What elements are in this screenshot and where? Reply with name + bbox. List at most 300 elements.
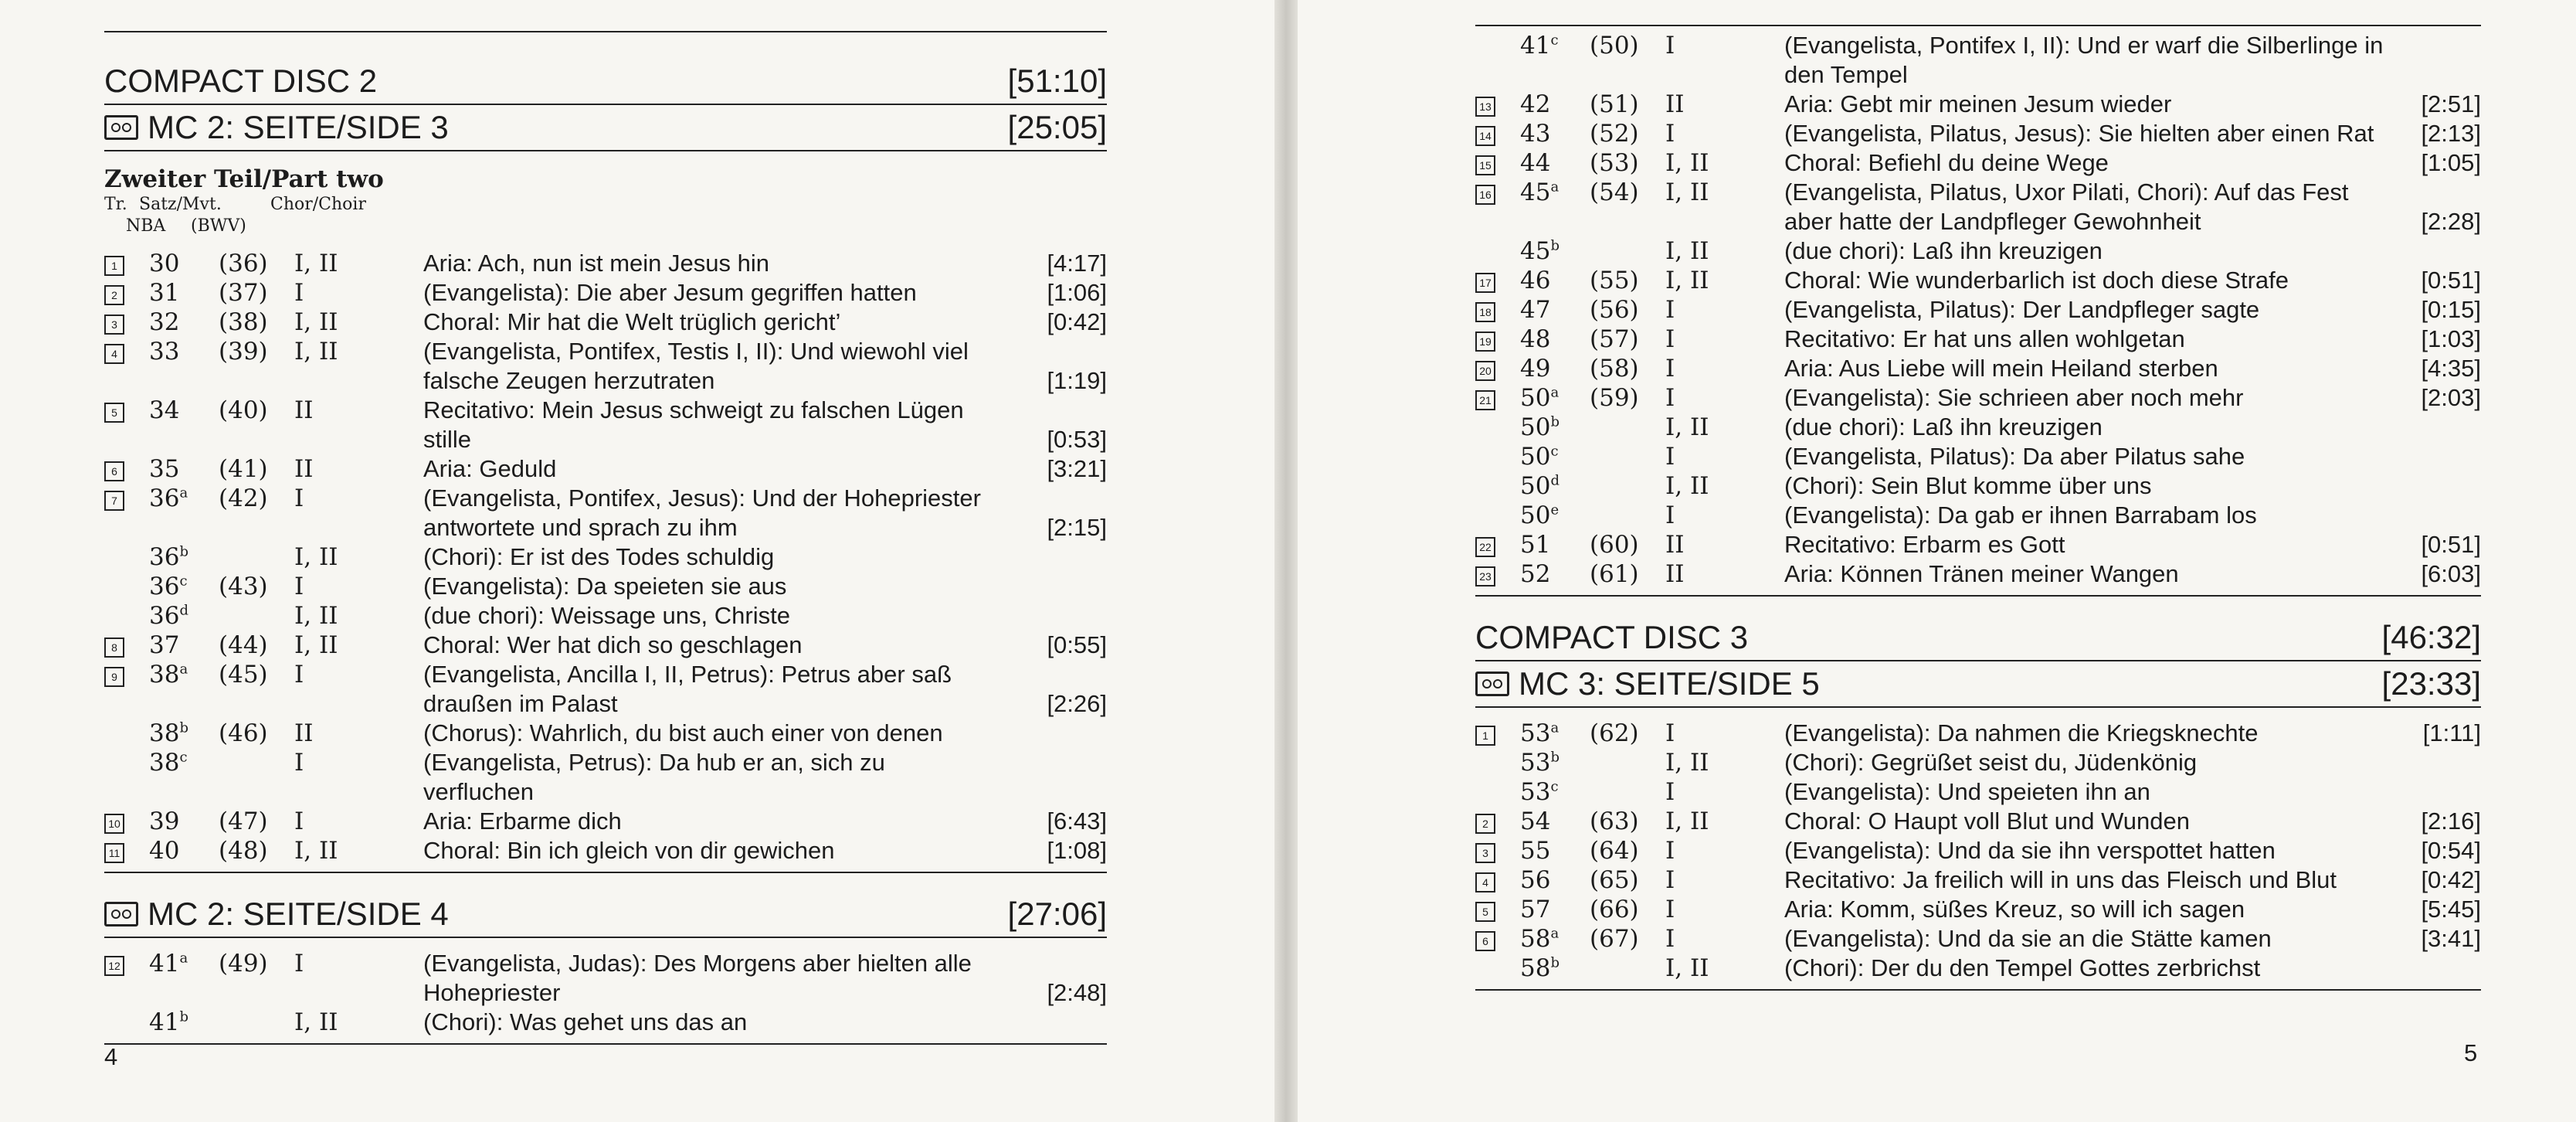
track-number (104, 249, 154, 278)
track-row (1475, 236, 2481, 266)
nba-number: 47 (1520, 296, 1551, 324)
choir-value: I (1665, 120, 1675, 148)
track-box-icon: 1 (104, 256, 124, 276)
nba-suffix: d (1550, 472, 1560, 489)
track-row (1475, 924, 2481, 954)
track-title: (Chorus): Wahrlich, du bist auch einer von denen (423, 719, 943, 746)
choir-value: I, II (1665, 178, 1709, 206)
track-title: (Evangelista): Da gab er ihnen Barrabam los (1784, 502, 2257, 529)
track-row (1475, 383, 2481, 413)
track-row (104, 748, 1107, 807)
track-row (1475, 559, 2481, 589)
nba-number: 40 (149, 837, 180, 865)
choir-value: I (1665, 925, 1675, 953)
track-number (1475, 719, 1525, 748)
track-title: (Evangelista, Judas): Des Morgens aber hielten alle Hohepriester (423, 950, 972, 1006)
cassette-icon (1475, 672, 1509, 696)
track-number (1475, 807, 1525, 836)
track-box-icon: 6 (1475, 931, 1495, 951)
track-row (1475, 719, 2481, 748)
nba-number: 49 (1520, 355, 1551, 382)
track-box-icon: 5 (104, 403, 124, 423)
track-title: (Evangelista, Pilatus): Der Landpfleger sagte (1784, 296, 2260, 323)
choir-value: I (294, 808, 304, 835)
track-time: [1:05] (2421, 149, 2481, 176)
track-row (104, 542, 1107, 572)
track-row (1475, 266, 2481, 295)
nba-number: 36$^a$ (149, 484, 188, 512)
track-title: Choral: Befiehl du deine Wege (1784, 149, 2109, 176)
nba-number: 31 (149, 279, 180, 307)
track-row (1475, 836, 2481, 865)
track-row (1475, 865, 2481, 895)
track-title: Recitativo: Ja freilich will in uns das Fleisch und Blut (1784, 866, 2337, 893)
track-time: [0:54] (2421, 837, 2481, 864)
side-time: [23:33] (2381, 665, 2481, 702)
nba-number: 58$^b$ (1520, 954, 1560, 982)
nba-suffix: b (1550, 954, 1560, 971)
track-title: (Evangelista, Pontifex, Testis I, II): Und wiewohl viel falsche Zeugen herzutraten (423, 338, 969, 394)
nba-number: 56 (1520, 866, 1551, 894)
side-time: [25:05] (1007, 109, 1107, 145)
track-time: [2:26] (1047, 690, 1107, 717)
nba-suffix: a (1550, 178, 1560, 196)
choir-value: I, II (294, 338, 338, 366)
page-number: 5 (2464, 1039, 2478, 1066)
nba-number: 41$^b$ (149, 1008, 188, 1036)
track-box-icon: 2 (104, 285, 124, 305)
bwv-number: (53) (1590, 149, 1639, 177)
track-title: (Evangelista, Ancilla I, II, Petrus): Petrus aber saß draußen im Palast (423, 661, 952, 717)
header-tr: Tr. (104, 195, 127, 214)
track-number (1475, 178, 1525, 207)
nba-number: 38$^c$ (149, 749, 188, 777)
book-gutter (1274, 0, 1298, 1122)
header-bwv: (BWV) (191, 216, 246, 236)
track-time: [3:41] (2421, 925, 2481, 952)
disc-title: COMPACT DISC 3 (1475, 619, 1749, 655)
track-list (104, 243, 1107, 873)
bwv-number: (67) (1590, 925, 1639, 953)
nba-suffix: b (1550, 749, 1560, 766)
track-title: (Evangelista): Sie schrieen aber noch mehr (1784, 384, 2244, 411)
track-time: [2:28] (2421, 208, 2481, 235)
choir-value: I (294, 573, 304, 600)
track-number (104, 631, 154, 660)
bwv-number: (57) (1590, 325, 1639, 353)
track-box-icon: 21 (1475, 390, 1495, 410)
disc-heading (104, 59, 1107, 105)
track-box-icon: 22 (1475, 537, 1495, 557)
track-title: (Evangelista): Da nahmen die Kriegsknechte (1784, 719, 2259, 746)
track-time: [0:15] (2421, 296, 2481, 323)
bwv-number: (49) (219, 950, 268, 978)
track-title: (Evangelista): Da speieten sie aus (423, 573, 787, 600)
choir-value: I, II (294, 631, 338, 659)
cassette-icon (104, 115, 138, 140)
disc-title: COMPACT DISC 2 (104, 63, 378, 99)
track-box-icon: 4 (1475, 872, 1495, 892)
choir-value: II (1665, 90, 1685, 118)
bwv-number: (47) (219, 808, 268, 835)
cassette-icon (104, 902, 138, 926)
part-title: Zweiter Teil/Part two (104, 165, 384, 193)
track-title: (Chori): Der du den Tempel Gottes zerbrichst (1784, 954, 2261, 981)
nba-number: 53$^b$ (1520, 749, 1560, 777)
track-row (1475, 748, 2481, 777)
choir-value: I (1665, 443, 1675, 471)
track-box-icon: 19 (1475, 332, 1495, 352)
side-title: MC 2: SEITE/SIDE 3 (148, 109, 449, 145)
track-number (104, 807, 154, 836)
track-title: Choral: O Haupt voll Blut und Wunden (1784, 808, 2191, 835)
choir-value: I (1665, 866, 1675, 894)
track-title: (Evangelista, Pilatus, Jesus): Sie hielten aber einen Rat (1784, 120, 2374, 147)
track-time: [2:15] (1047, 514, 1107, 541)
choir-value: I (1665, 355, 1675, 382)
track-number (1475, 295, 1525, 325)
nba-suffix: a (179, 661, 188, 678)
disc-time: [46:32] (2381, 619, 2481, 655)
track-row (1475, 148, 2481, 178)
track-title: (Chori): Sein Blut komme über uns (1784, 472, 2152, 499)
nba-number: 36$^d$ (149, 602, 188, 630)
track-time: [4:17] (1047, 250, 1107, 277)
bwv-number: (54) (1590, 178, 1639, 206)
track-box-icon: 20 (1475, 361, 1495, 381)
track-time: [1:03] (2421, 325, 2481, 352)
nba-number: 45$^b$ (1520, 237, 1560, 265)
track-number (1475, 90, 1525, 119)
bwv-number: (63) (1590, 808, 1639, 835)
nba-number: 50$^d$ (1520, 472, 1560, 500)
track-row (104, 572, 1107, 601)
track-title: (Evangelista): Die aber Jesum gegriffen hatten (423, 279, 917, 306)
track-title: (Chori): Er ist des Todes schuldig (423, 543, 775, 570)
nba-number: 45$^a$ (1520, 178, 1560, 206)
track-box-icon: 18 (1475, 302, 1495, 322)
track-title: Aria: Erbarme dich (423, 808, 622, 835)
nba-number: 50e (1520, 502, 1560, 529)
track-number (104, 278, 154, 308)
choir-value: I, II (294, 1008, 338, 1036)
bwv-number: (39) (219, 338, 268, 366)
nba-number: 57 (1520, 896, 1551, 923)
track-time: [5:45] (2421, 896, 2481, 923)
nba-number: 36$^c$ (149, 573, 188, 600)
nba-suffix: c (1550, 778, 1559, 795)
disc-heading (1475, 615, 2481, 661)
bwv-number: (37) (219, 279, 268, 307)
track-row (1475, 777, 2481, 807)
track-number (1475, 354, 1525, 383)
nba-number: 41$^a$ (149, 950, 188, 978)
track-box-icon: 23 (1475, 566, 1495, 586)
track-row (1475, 90, 2481, 119)
track-title: Recitativo: Er hat uns allen wohlgetan (1784, 325, 2185, 352)
track-row (104, 249, 1107, 278)
track-title: (Evangelista, Pilatus, Uxor Pilati, Chori): Auf das Fest aber hatte der Landpfleger Gewohnheit (1784, 178, 2349, 235)
nba-number: 34 (149, 396, 180, 424)
track-box-icon: 8 (104, 638, 124, 658)
track-time: [6:43] (1047, 808, 1107, 835)
track-box-icon: 2 (1475, 814, 1495, 834)
nba-number: 39 (149, 808, 180, 835)
nba-number: 33 (149, 338, 180, 366)
track-row (1475, 325, 2481, 354)
track-row (104, 601, 1107, 631)
track-row (1475, 895, 2481, 924)
column-headers (104, 193, 1107, 243)
track-row (104, 807, 1107, 836)
choir-value: I (1665, 896, 1675, 923)
nba-suffix: c (179, 573, 188, 590)
bwv-number: (50) (1590, 32, 1639, 60)
side-title: MC 3: SEITE/SIDE 5 (1519, 665, 1820, 702)
track-box-icon: 3 (104, 314, 124, 335)
side-heading (104, 892, 1107, 938)
bwv-number: (65) (1590, 866, 1639, 894)
nba-suffix: b (179, 719, 188, 736)
choir-value: I (1665, 719, 1675, 747)
left-page (0, 0, 1274, 1122)
nba-number: 54 (1520, 808, 1551, 835)
track-time: [0:42] (1047, 308, 1107, 335)
nba-number: 36$^b$ (149, 543, 188, 571)
nba-number: 42 (1520, 90, 1551, 118)
track-list (1475, 26, 2481, 597)
track-time: [0:53] (1047, 426, 1107, 453)
bwv-number: (48) (219, 837, 268, 865)
track-time: [2:03] (2421, 384, 2481, 411)
nba-number: 38$^a$ (149, 661, 188, 688)
nba-suffix: a (179, 484, 188, 502)
track-row (1475, 295, 2481, 325)
bwv-number: (40) (219, 396, 268, 424)
track-box-icon: 1 (1475, 726, 1495, 746)
choir-value: I, II (294, 602, 338, 630)
track-box-icon: 11 (104, 843, 124, 863)
track-number (1475, 383, 1525, 413)
nba-number: 51 (1520, 531, 1551, 559)
track-title: Aria: Komm, süßes Kreuz, so will ich sagen (1784, 896, 2245, 923)
nba-number: 55 (1520, 837, 1551, 865)
track-title: (Chori): Gegrüßet seist du, Jüdenkönig (1784, 749, 2198, 776)
track-box-icon: 14 (1475, 126, 1495, 146)
nba-suffix: c (1550, 443, 1559, 460)
choir-value: I, II (1665, 413, 1709, 441)
track-time: [6:03] (2421, 560, 2481, 587)
bwv-number: (36) (219, 250, 268, 277)
track-row (104, 337, 1107, 396)
track-list (104, 938, 1107, 1045)
track-row (1475, 442, 2481, 471)
track-number (1475, 865, 1525, 895)
track-time: [2:16] (2421, 808, 2481, 835)
nba-suffix: c (179, 749, 188, 766)
bwv-number: (66) (1590, 896, 1639, 923)
track-title: (Evangelista): Und speieten ihn an (1784, 778, 2150, 805)
bwv-number: (59) (1590, 384, 1639, 412)
track-number (1475, 836, 1525, 865)
nba-number: 44 (1520, 149, 1551, 177)
disc-time: [51:10] (1007, 63, 1107, 99)
track-title: (Evangelista): Und da sie an die Stätte kamen (1784, 925, 2272, 952)
track-number (1475, 266, 1525, 295)
track-number (104, 836, 154, 865)
choir-value: I, II (294, 308, 338, 336)
nba-number: 53$^c$ (1520, 778, 1559, 806)
track-box-icon: 7 (104, 491, 124, 511)
choir-value: I (1665, 384, 1675, 412)
track-box-icon: 16 (1475, 185, 1495, 205)
track-number (1475, 924, 1525, 954)
nba-number: 53$^a$ (1520, 719, 1560, 747)
track-row (1475, 954, 2481, 983)
track-time: [3:21] (1047, 455, 1107, 482)
track-number (104, 484, 154, 513)
track-title: Recitativo: Mein Jesus schweigt zu falschen Lügen stille (423, 396, 964, 453)
track-box-icon: 5 (1475, 902, 1495, 922)
nba-number: 41$^c$ (1520, 32, 1559, 60)
bwv-number: (58) (1590, 355, 1639, 382)
bwv-number: (61) (1590, 560, 1639, 588)
choir-value: I (1665, 296, 1675, 324)
choir-value: I (1665, 778, 1675, 806)
track-row (1475, 413, 2481, 442)
choir-value: II (294, 719, 314, 747)
nba-suffix: a (179, 950, 188, 967)
nba-number: 50$^c$ (1520, 443, 1559, 471)
track-title: Aria: Geduld (423, 455, 557, 482)
track-number (1475, 530, 1525, 559)
bwv-number: (55) (1590, 267, 1639, 294)
bwv-number: (38) (219, 308, 268, 336)
track-row (104, 1008, 1107, 1037)
nba-suffix: b (179, 543, 188, 560)
bwv-number: (62) (1590, 719, 1639, 747)
track-number (1475, 895, 1525, 924)
choir-value: I, II (294, 543, 338, 571)
track-box-icon: 17 (1475, 273, 1495, 293)
choir-value: I, II (294, 250, 338, 277)
nba-suffix: a (1550, 384, 1560, 401)
nba-number: 52 (1520, 560, 1551, 588)
choir-value: II (294, 455, 314, 483)
left-column (104, 31, 1107, 1045)
header-satz: Satz/Mvt. (139, 195, 222, 214)
track-row (104, 278, 1107, 308)
choir-value: I, II (1665, 749, 1709, 777)
track-title: Recitativo: Erbarm es Gott (1784, 531, 2065, 558)
track-row (1475, 471, 2481, 501)
track-title: Choral: Mir hat die Welt trüglich gericht’ (423, 308, 841, 335)
nba-number: 30 (149, 250, 180, 277)
track-row (104, 308, 1107, 337)
nba-suffix: a (1550, 719, 1560, 736)
track-title: (due chori): Laß ihn kreuzigen (1784, 413, 2103, 440)
right-page (1298, 0, 2576, 1122)
track-box-icon: 6 (104, 461, 124, 481)
track-list (1475, 708, 2481, 991)
track-number (104, 396, 154, 425)
nba-number: 50$^a$ (1520, 384, 1560, 412)
choir-value: I, II (1665, 149, 1709, 177)
track-time: [0:55] (1047, 631, 1107, 658)
nba-number: 37 (149, 631, 180, 659)
track-time: [1:11] (2422, 719, 2481, 746)
choir-value: I, II (1665, 472, 1709, 500)
choir-value: I (294, 950, 304, 978)
track-number (1475, 119, 1525, 148)
nba-suffix: c (1550, 32, 1559, 49)
bwv-number: (52) (1590, 120, 1639, 148)
track-box-icon: 15 (1475, 155, 1495, 175)
track-row (1475, 807, 2481, 836)
choir-value: I (1665, 32, 1675, 60)
right-column (1475, 25, 2481, 991)
choir-value: I (1665, 502, 1675, 529)
track-time: [0:51] (2421, 267, 2481, 294)
track-number (1475, 148, 1525, 178)
track-title: (due chori): Weissage uns, Christe (423, 602, 790, 629)
track-number (104, 337, 154, 366)
track-number (104, 949, 154, 978)
side-time: [27:06] (1007, 896, 1107, 932)
side-heading (104, 105, 1107, 151)
track-row (1475, 354, 2481, 383)
nba-number: 58$^a$ (1520, 925, 1560, 953)
track-time: [2:48] (1047, 979, 1107, 1006)
track-box-icon: 3 (1475, 843, 1495, 863)
track-row (1475, 31, 2481, 90)
nba-suffix: d (179, 602, 188, 619)
track-time: [0:51] (2421, 531, 2481, 558)
track-number (1475, 325, 1525, 354)
track-row (104, 836, 1107, 865)
track-title: Aria: Gebt mir meinen Jesum wieder (1784, 90, 2172, 117)
header-choir: Chor/Choir (270, 195, 366, 214)
bwv-number: (44) (219, 631, 268, 659)
header-nba: NBA (126, 216, 166, 236)
bwv-number: (42) (219, 484, 268, 512)
bwv-number: (46) (219, 719, 268, 747)
track-title: Aria: Können Tränen meiner Wangen (1784, 560, 2179, 587)
track-row (104, 454, 1107, 484)
track-time: [1:06] (1047, 279, 1107, 306)
nba-number: 38$^b$ (149, 719, 188, 747)
nba-number: 35 (149, 455, 180, 483)
side-title: MC 2: SEITE/SIDE 4 (148, 896, 449, 932)
choir-value: I, II (1665, 267, 1709, 294)
bwv-number: (43) (219, 573, 268, 600)
track-row (1475, 119, 2481, 148)
nba-suffix: b (1550, 237, 1560, 254)
bwv-number: (45) (219, 661, 268, 688)
track-number (104, 308, 154, 337)
track-row (104, 396, 1107, 454)
track-row (1475, 530, 2481, 559)
track-title: (Evangelista): Und da sie ihn verspottet hatten (1784, 837, 2276, 864)
track-title: (Evangelista, Petrus): Da hub er an, sich zu verfluchen (423, 749, 885, 805)
track-title: Choral: Wie wunderbarlich ist doch diese Strafe (1784, 267, 2289, 294)
track-row (104, 949, 1107, 1008)
track-title: (Evangelista, Pontifex I, II): Und er warf die Silberlinge in den Tempel (1784, 32, 2384, 88)
track-number (104, 660, 154, 689)
track-title: (due chori): Laß ihn kreuzigen (1784, 237, 2103, 264)
choir-value: I, II (294, 837, 338, 865)
page-number: 4 (104, 1043, 118, 1070)
